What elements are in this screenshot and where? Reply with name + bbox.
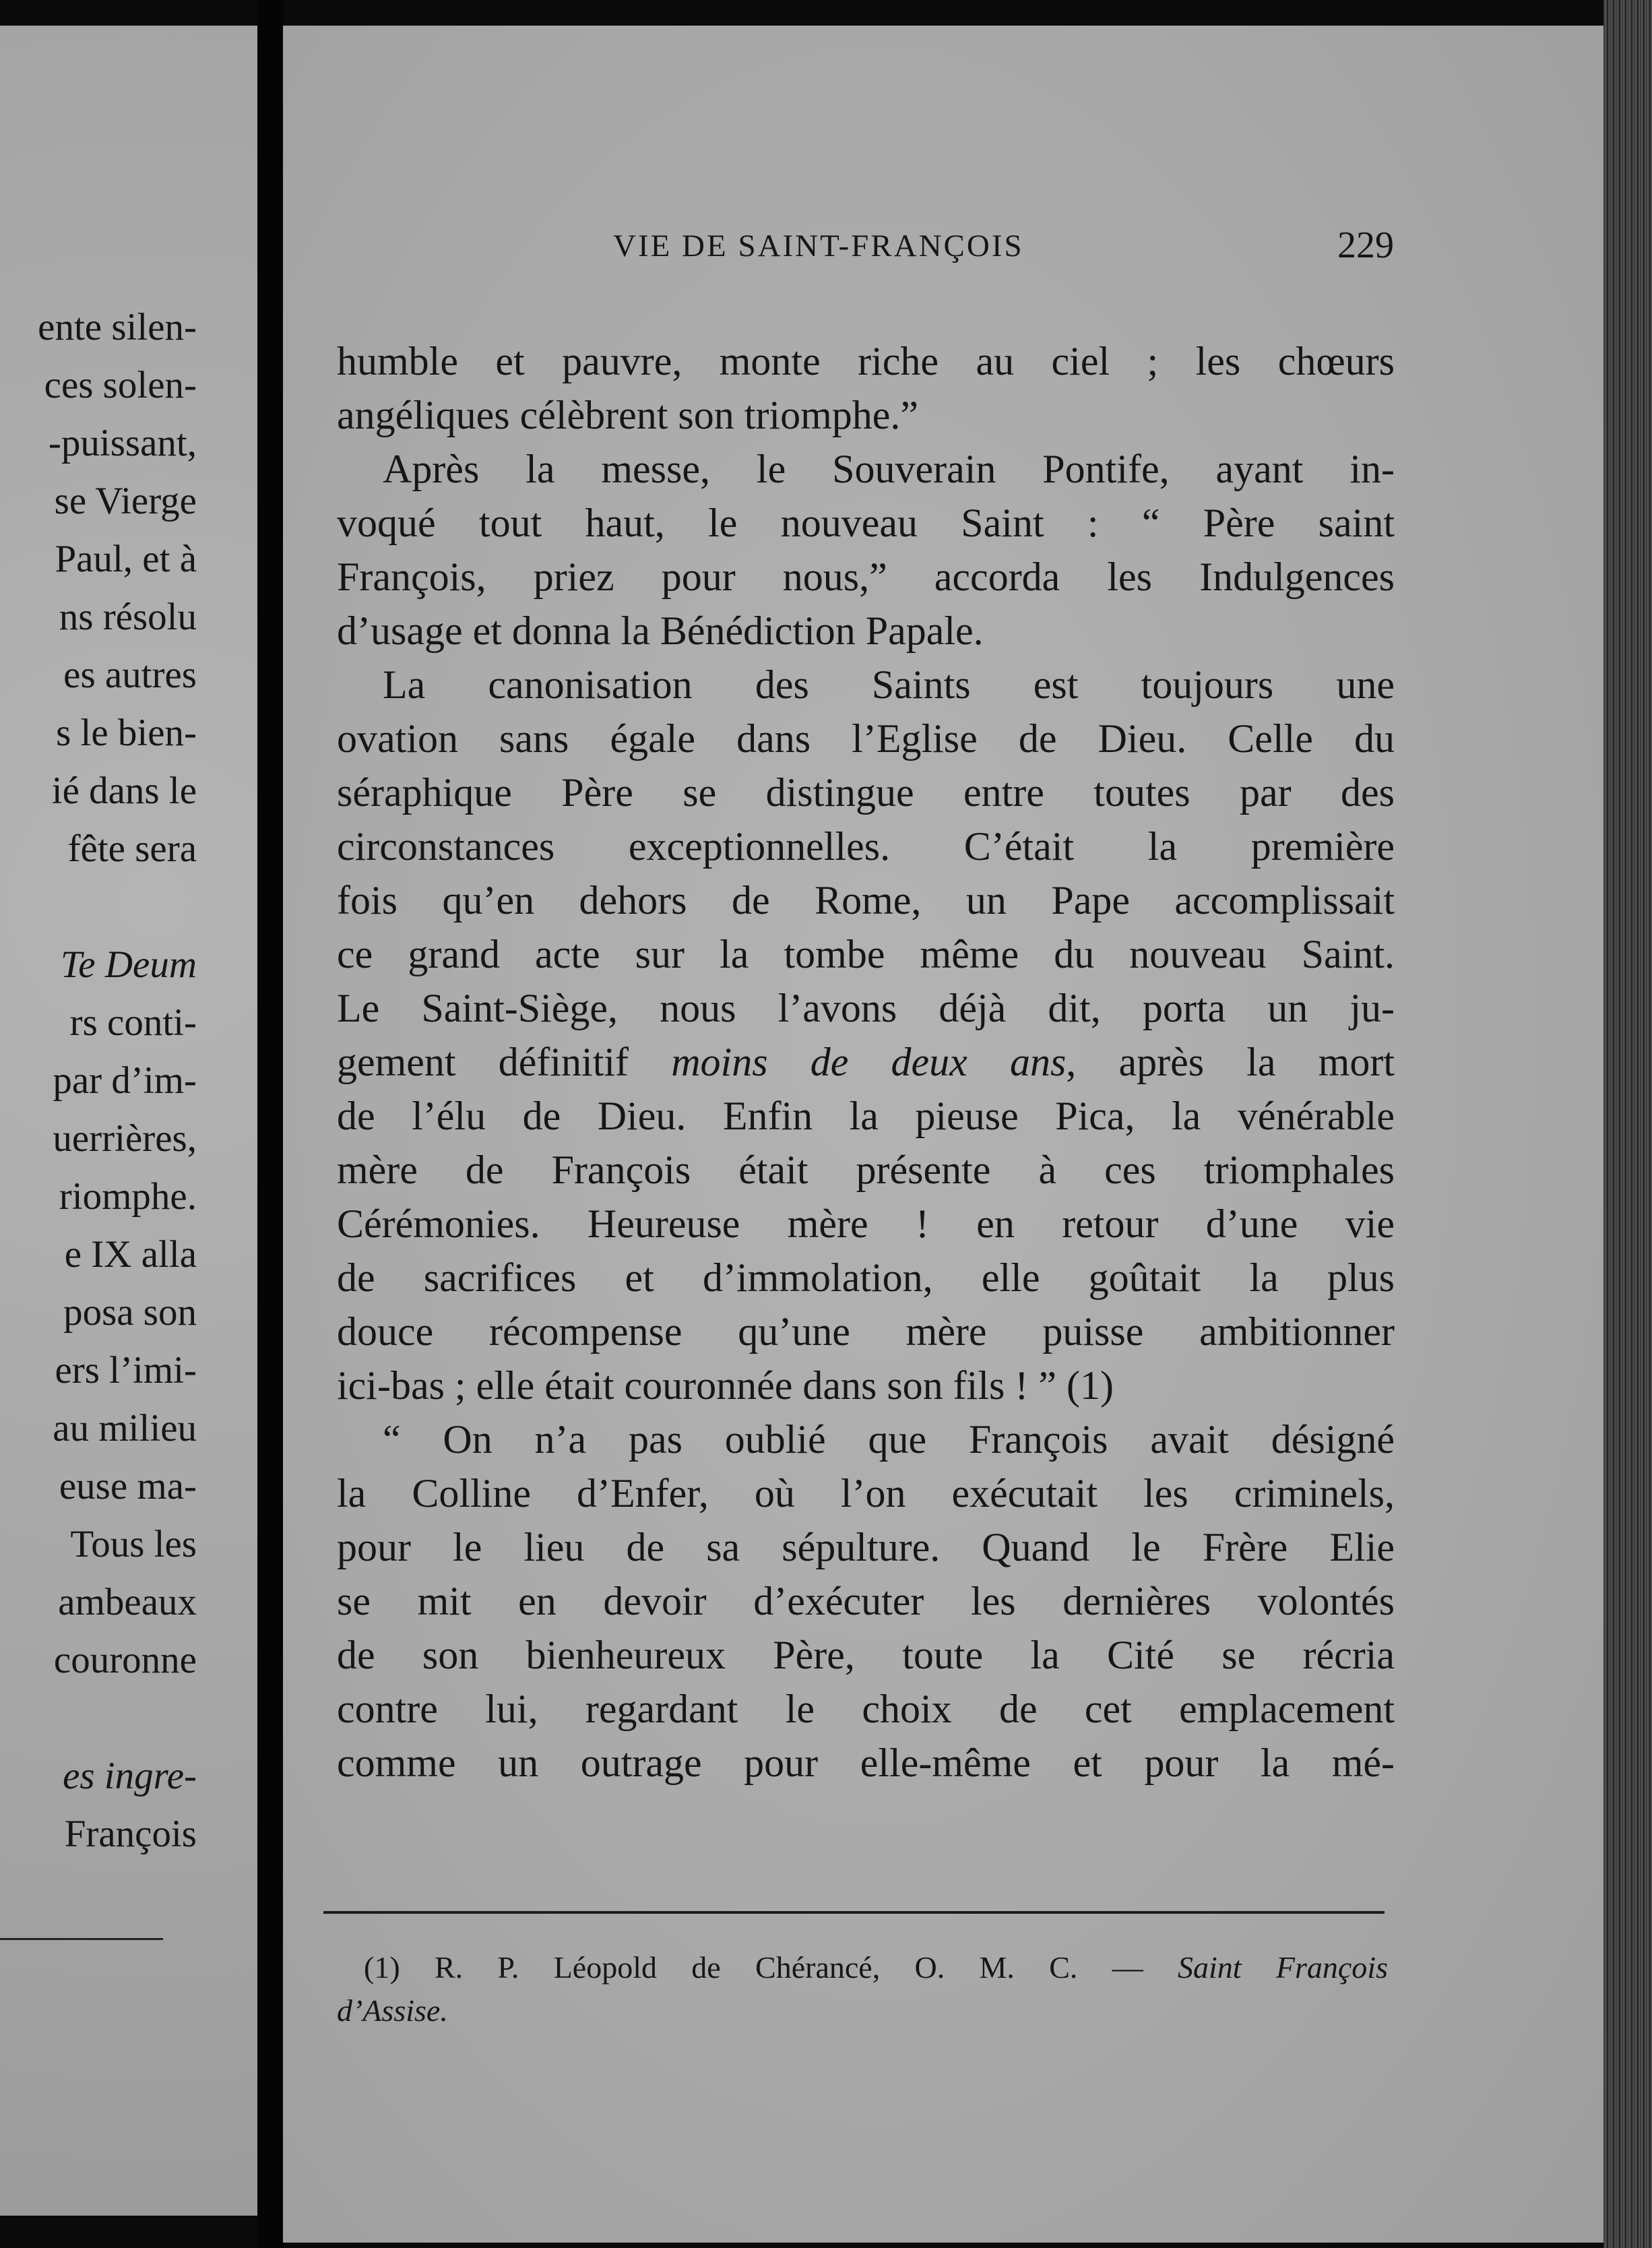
footnote-line <box>337 1946 1388 1989</box>
facing-page-footnote-rule <box>0 1938 163 1940</box>
running-head-title: VIE DE SAINT-FRANÇOIS <box>613 228 1024 263</box>
text-line: fois qu’en dehors de Rome, un Pape accomplissait <box>337 878 1395 923</box>
text-line: voqué tout haut, le nouveau Saint : “ Père saint <box>337 501 1395 545</box>
page-edges <box>1603 0 1652 2248</box>
text-line: d’usage et donna la Bénédiction Papale. <box>337 608 984 653</box>
page-number: 229 <box>1337 224 1394 266</box>
facing-page-line: Tous les <box>70 1523 197 1565</box>
text-line: de sacrifices et d’immolation, elle goûtait la plus <box>337 1255 1395 1300</box>
facing-page-line: ié dans le <box>51 770 197 812</box>
text-line: douce récompense qu’une mère puisse ambitionner <box>337 1309 1395 1354</box>
text-line: circonstances exceptionnelles. C’était la première <box>337 824 1395 869</box>
text-line: de son bienheureux Père, toute la Cité se récria <box>337 1633 1395 1677</box>
text-line: François, priez pour nous,” accorda les Indulgences <box>337 555 1395 599</box>
facing-page-line: par d’im- <box>53 1059 197 1102</box>
text-line: la Colline d’Enfer, où l’on exécutait les criminels, <box>337 1471 1395 1516</box>
facing-page-line: ente silen- <box>38 306 197 348</box>
text-line-tail: , après la mort <box>1066 1040 1395 1084</box>
italic-phrase: moins de deux ans <box>671 1040 1067 1084</box>
text-line <box>337 1033 1395 1091</box>
book-page <box>283 26 1603 2243</box>
text-line: comme un outrage pour elle-même et pour la mé- <box>337 1741 1395 1785</box>
facing-page-line: Te Deum <box>60 943 197 986</box>
facing-page-line: s le bien- <box>56 712 197 754</box>
text-line: La canonisation des Saints est toujours une <box>383 662 1395 707</box>
footnote-citation: (1) R. P. Léopold de Chérancé, O. M. C. — <box>364 1950 1178 1985</box>
facing-page-line: ers l’imi- <box>55 1349 197 1392</box>
text-line: Le Saint-Siège, nous l’avons déjà dit, porta un ju- <box>337 986 1395 1030</box>
facing-page-line: e IX alla <box>64 1233 197 1276</box>
text-line: “ On n’a pas oublié que François avait désigné <box>383 1417 1395 1462</box>
facing-page-line: fête sera <box>67 828 197 870</box>
text-line: ce grand acte sur la tombe même du nouveau Saint. <box>337 932 1395 976</box>
text-line-head: gement définitif <box>337 1040 672 1084</box>
facing-page-line: ces solen- <box>44 364 197 406</box>
facing-page-line: couronne <box>53 1639 197 1681</box>
facing-page-line: François <box>64 1813 197 1855</box>
footnote-rule <box>323 1911 1385 1914</box>
facing-page-line: ns résolu <box>59 596 197 638</box>
footnote-work-title: Saint François <box>1178 1950 1388 1985</box>
facing-page-line: riomphe. <box>59 1175 197 1218</box>
text-line: humble et pauvre, monte riche au ciel ; les chœurs <box>337 339 1395 383</box>
footnote-line: d’Assise. <box>337 1993 448 2028</box>
facing-page-line: euse ma- <box>59 1465 197 1507</box>
book-gutter <box>257 0 284 2248</box>
text-line: Cérémonies. Heureuse mère ! en retour d’une vie <box>337 1201 1395 1246</box>
facing-page-line: es ingre- <box>63 1755 197 1797</box>
text-line: ovation sans égale dans l’Eglise de Dieu. Celle du <box>337 716 1395 761</box>
text-line: pour le lieu de sa sépulture. Quand le Frère Elie <box>337 1525 1395 1569</box>
text-line: ici-bas ; elle était couronnée dans son fils ! ” (1) <box>337 1363 1114 1408</box>
facing-page-line: es autres <box>63 654 197 696</box>
facing-page-line: se Vierge <box>54 480 197 522</box>
facing-page-line: uerrières, <box>53 1117 197 1160</box>
facing-page-line: ambeaux <box>58 1581 197 1623</box>
running-head <box>283 224 1603 288</box>
text-line: séraphique Père se distingue entre toutes par des <box>337 770 1395 815</box>
facing-page-line: rs conti- <box>69 1001 197 1044</box>
text-line: se mit en devoir d’exécuter les dernières volontés <box>337 1579 1395 1623</box>
facing-page-line: -puissant, <box>48 422 197 464</box>
text-line: Après la messe, le Souverain Pontife, ayant in- <box>383 447 1395 491</box>
facing-page-left <box>0 26 257 2216</box>
footnote <box>337 1946 1388 2032</box>
text-line: contre lui, regardant le choix de cet emplacement <box>337 1687 1395 1731</box>
facing-page-line: au milieu <box>53 1407 197 1449</box>
text-line: angéliques célèbrent son triomphe.” <box>337 393 919 437</box>
text-line: de l’élu de Dieu. Enfin la pieuse Pica, la vénérable <box>337 1094 1395 1138</box>
facing-page-line: posa son <box>63 1291 197 1334</box>
facing-page-line: Paul, et à <box>55 538 197 580</box>
text-line: mère de François était présente à ces triomphales <box>337 1148 1395 1192</box>
